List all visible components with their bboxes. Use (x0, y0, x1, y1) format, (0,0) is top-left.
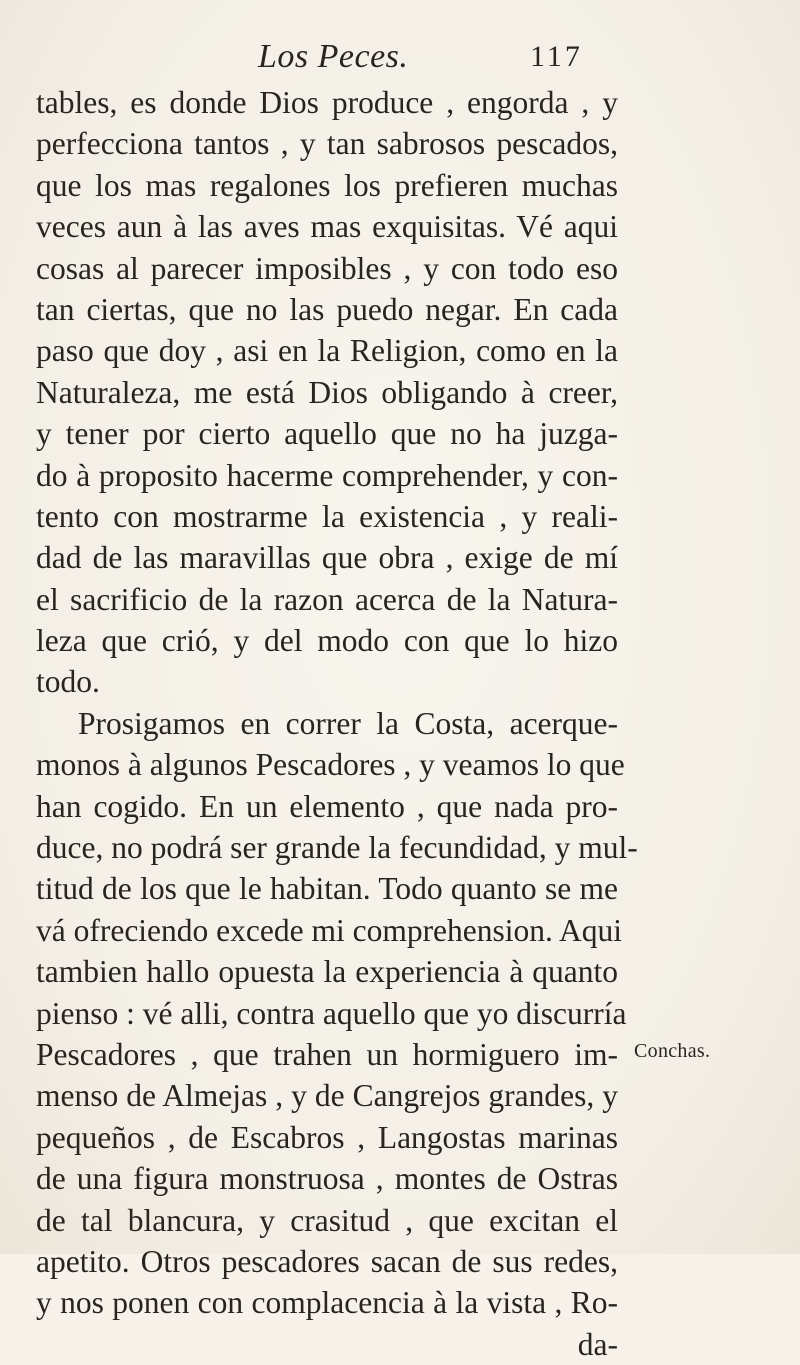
text-line: han cogido. En un elemento , que nada pro- (36, 788, 618, 824)
text-line: de tal blancura, y crasitud , que excitan el (36, 1202, 618, 1238)
text-line: que los mas regalones los prefieren muchas (36, 167, 618, 203)
text-line: pienso : vé alli, contra aquello que yo discurría (36, 995, 627, 1031)
text-line: menso de Almejas , y de Cangrejos grandes, y (36, 1078, 618, 1114)
text-line: de una figura monstruosa , montes de Ostras (36, 1161, 618, 1197)
text-line: tables, es donde Dios produce , engorda , y (36, 85, 618, 120)
text-line: leza que crió, y del modo con que lo hizo (36, 623, 618, 659)
running-title: Los Peces. (258, 38, 409, 75)
catchword: da- (577, 1326, 618, 1362)
text-line: tan ciertas, que no las puedo negar. En cada (36, 291, 618, 327)
page-header (0, 38, 800, 78)
page-number: 117 (530, 40, 583, 73)
text-line: dad de las maravillas que obra , exige de mí (36, 540, 618, 576)
text-line: pequeños , de Escabros , Langostas marinas (36, 1119, 618, 1155)
text-line: apetito. Otros pescadores sacan de sus redes, (36, 1243, 618, 1279)
text-line: todo. (36, 664, 100, 700)
text-line: duce, no podrá ser grande la fecundidad, y mul- (36, 830, 638, 866)
text-line: perfecciona tantos , y tan sabrosos pescados, (36, 126, 618, 162)
text-line: Pescadores , que trahen un hormiguero im- (36, 1036, 618, 1072)
text-line: tambien hallo opuesta la experiencia à quanto (36, 954, 618, 990)
text-line: y tener por cierto aquello que no ha juzga- (36, 416, 618, 452)
text-line: monos à algunos Pescadores , y veamos lo que (36, 747, 625, 783)
text-line: Naturaleza, me está Dios obligando à creer, (36, 374, 618, 410)
text-line: vá ofreciendo excede mi comprehension. Aqui (36, 912, 623, 948)
text-line: cosas al parecer imposibles , y con todo eso (36, 250, 618, 286)
marginal-note: Conchas. (634, 1040, 711, 1062)
text-line: do à proposito hacerme comprehender, y con- (36, 457, 618, 493)
text-line: el sacrificio de la razon acerca de la Natura- (36, 581, 618, 617)
text-line: titud de los que le habitan. Todo quanto se me (36, 871, 618, 907)
paragraph-first-line: Prosigamos en correr la Costa, acerque- (78, 705, 618, 741)
text-line: tento con mostrarme la existencia , y reali- (36, 498, 618, 534)
text-line: y nos ponen con complacencia à la vista , Ro- (36, 1285, 618, 1321)
text-line: veces aun à las aves mas exquisitas. Vé aqui (36, 209, 618, 245)
text-line: paso que doy , asi en la Religion, como en la (36, 333, 618, 369)
body-text (36, 82, 638, 1365)
